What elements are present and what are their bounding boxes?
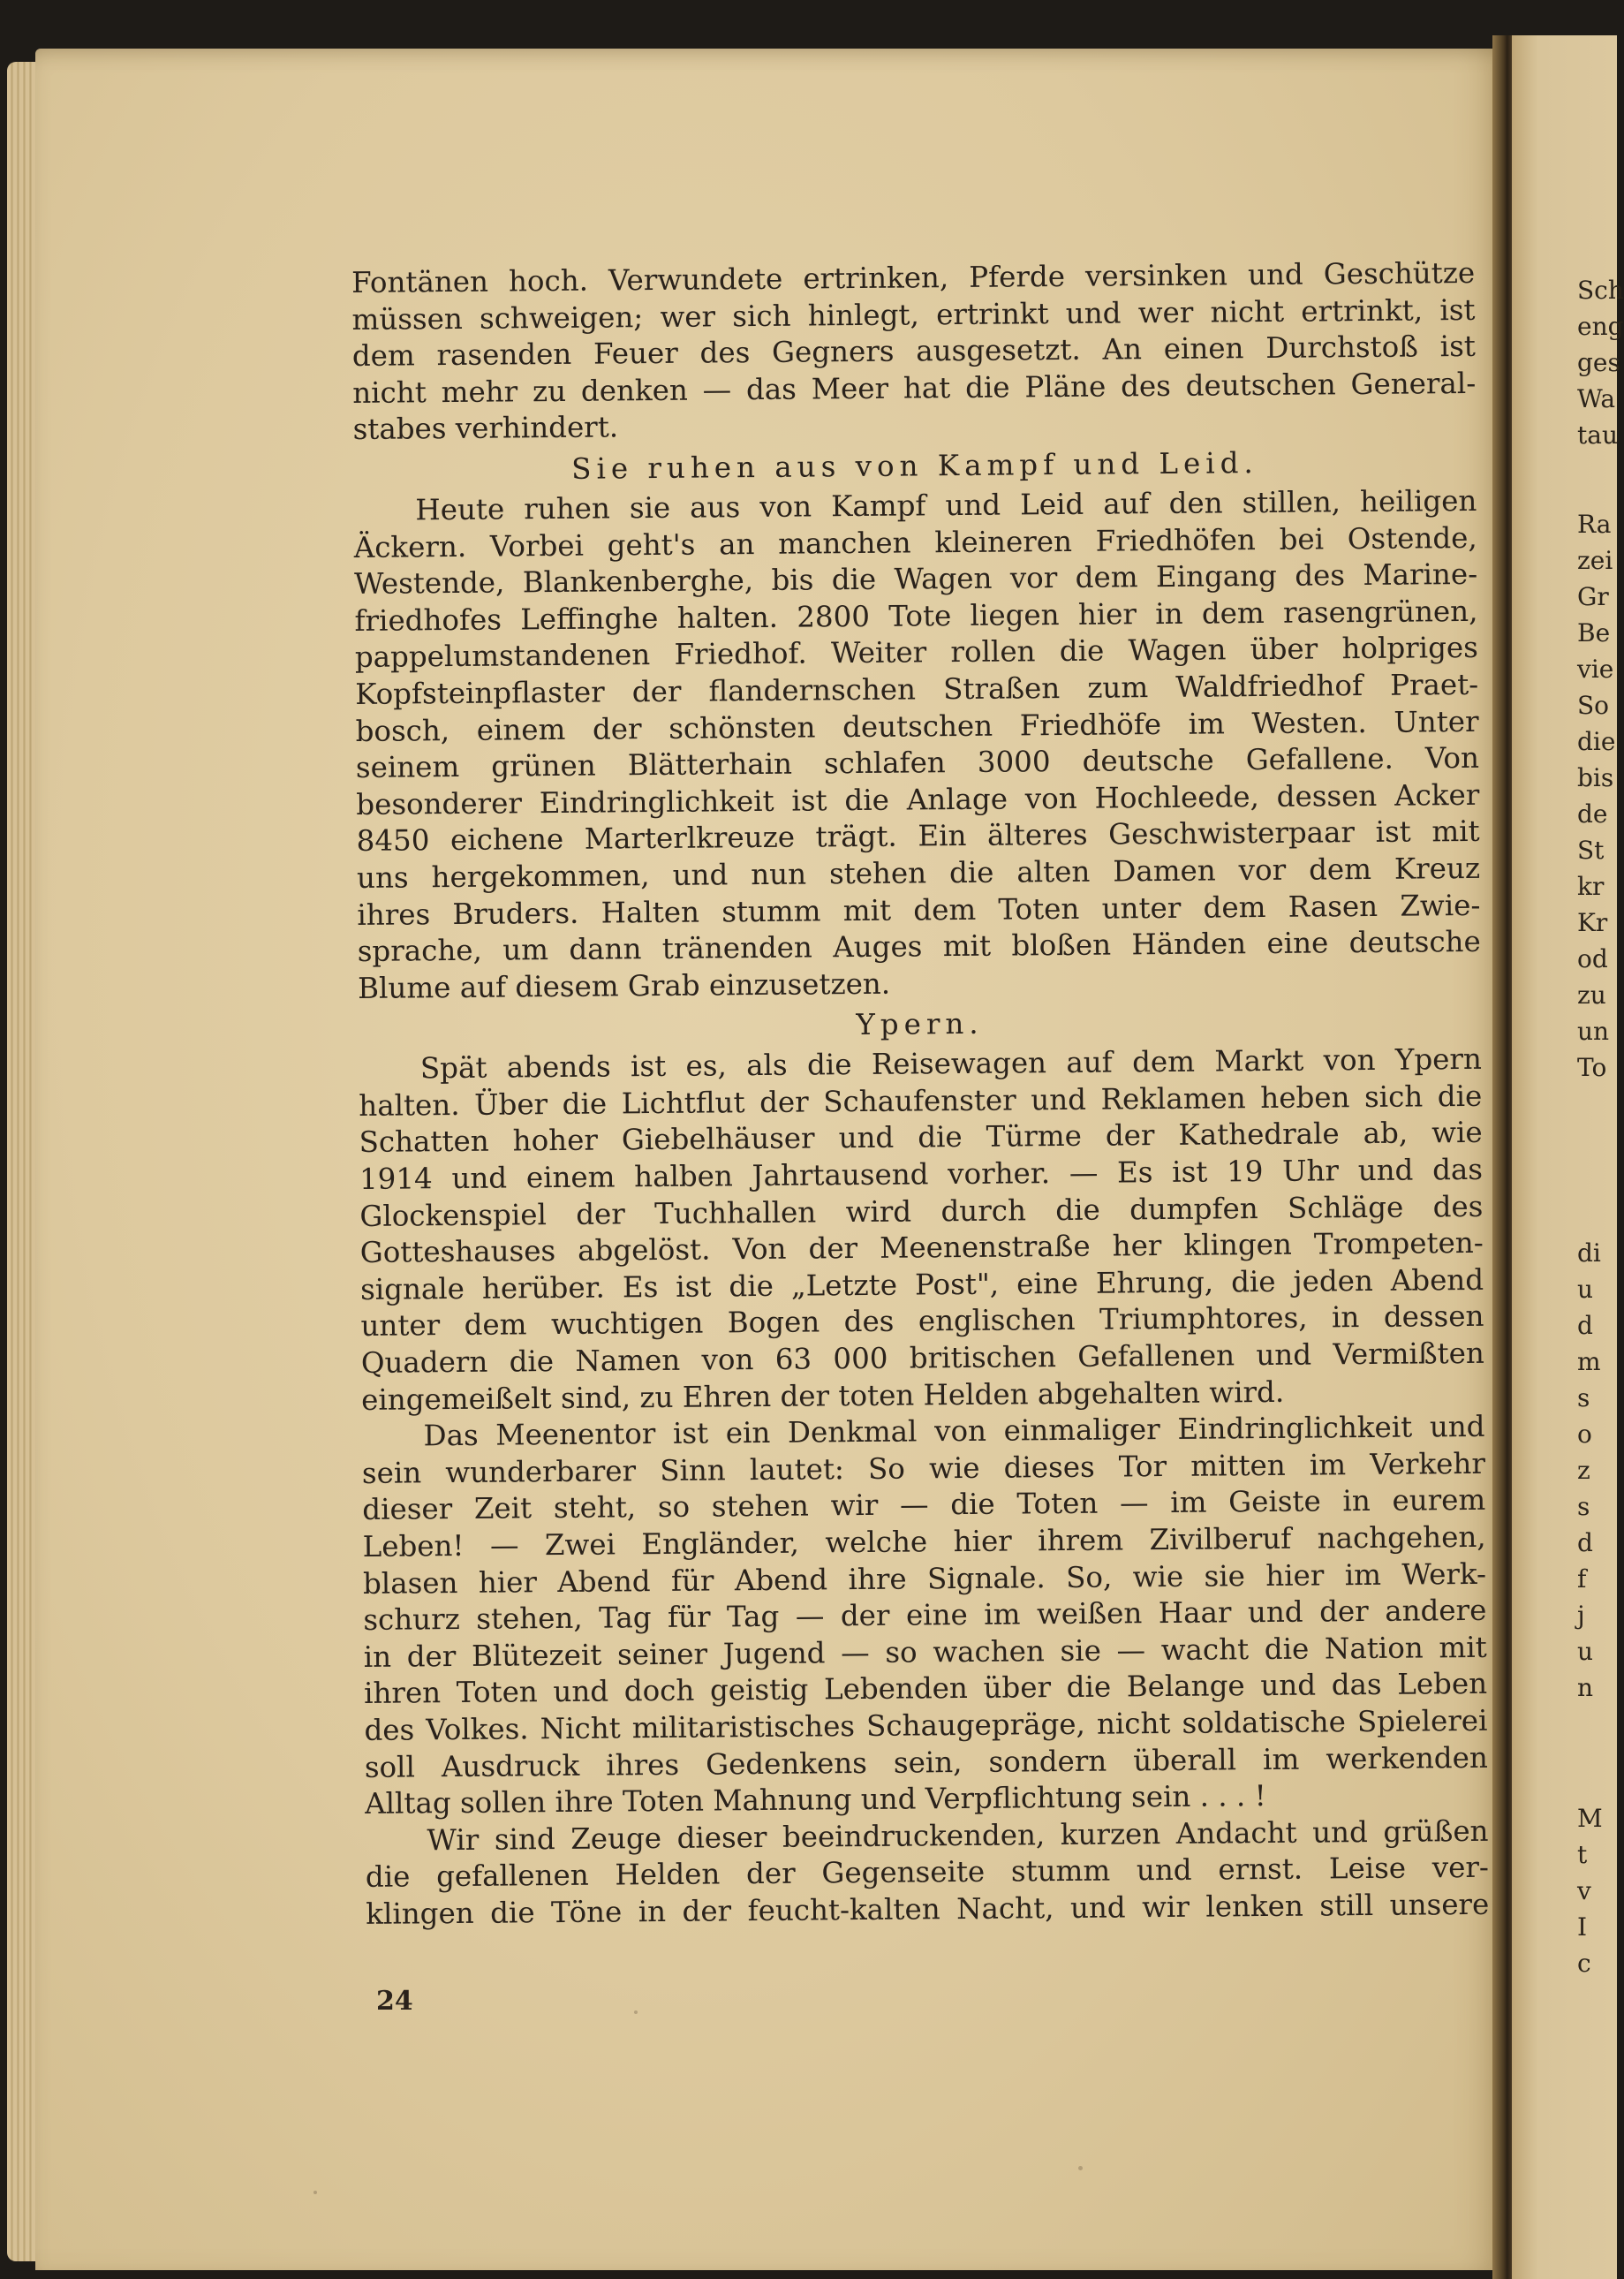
facing-fragment: d [1577, 1528, 1593, 1557]
facing-fragment: eng [1577, 312, 1624, 341]
facing-fragment: St [1577, 836, 1605, 865]
facing-fragment: Kr [1577, 908, 1608, 937]
text-line: Gotteshauses abgelöst. Von der Meenenstraße her klingen Trompeten- [359, 1226, 1484, 1270]
text-line: ihren Toten und doch geistig Lebenden über die Belange und das Leben [363, 1667, 1488, 1711]
facing-fragment: d [1577, 1311, 1593, 1340]
facing-fragment: z [1577, 1456, 1590, 1485]
facing-fragment: n [1577, 1673, 1594, 1702]
text-line: Blume auf diesem Grab einzusetzen. [357, 966, 891, 1005]
text-line: uns hergekommen, und nun stehen die alten Damen vor dem Kreuz [356, 851, 1481, 895]
text-line: ihres Bruders. Halten stumm mit dem Toten unter dem Rasen Zwie- [357, 888, 1481, 932]
facing-fragment: Sch [1577, 276, 1624, 305]
paper-speck [313, 2191, 317, 2194]
text-line: blasen hier Abend für Abend ihre Signale. So, wie sie hier im Werk- [362, 1556, 1487, 1601]
text-line: Glockenspiel der Tuchhallen wird durch die dumpfen Schläge des [359, 1189, 1484, 1233]
text-line: friedhofes Leffinghe halten. 2800 Tote liegen hier in dem rasengrünen, [354, 594, 1478, 638]
text-line: pappelumstandenen Friedhof. Weiter rollen die Wagen über holpriges [354, 631, 1478, 675]
text-line: schurz stehen, Tag für Tag — der eine im weißen Haar und der andere [363, 1594, 1487, 1638]
facing-fragment: Ra [1577, 510, 1612, 539]
text-line: Kopfsteinpflaster der flandernschen Straßen zum Waldfriedhof Praet- [355, 667, 1479, 711]
facing-fragment: t [1577, 1840, 1588, 1869]
text-line: besonderer Eindringlichkeit ist die Anlage von Hochleede, dessen Acker [356, 777, 1480, 822]
facing-fragment: j [1577, 1601, 1585, 1630]
section-heading: Sie ruhen aus von Kampf und Leid. [571, 446, 1258, 486]
facing-fragment: M [1577, 1804, 1603, 1833]
facing-fragment: v [1577, 1876, 1591, 1905]
facing-fragment: zu [1577, 980, 1606, 1010]
facing-fragment: die [1577, 727, 1616, 756]
facing-fragment: s [1577, 1492, 1590, 1521]
text-line: soll Ausdruck ihres Gedenkens sein, sondern überall im werkenden [364, 1740, 1488, 1784]
facing-fragment: I [1577, 1912, 1588, 1942]
text-line: Leben! — Zwei Engländer, welche hier ihrem Zivilberuf nachgehen, [362, 1519, 1486, 1564]
facing-fragment: u [1577, 1637, 1594, 1666]
text-line: in der Blütezeit seiner Jugend — so wachen sie — wacht die Nation mit [363, 1630, 1487, 1674]
facing-fragment: f [1577, 1564, 1587, 1594]
section-heading: Ypern. [856, 1007, 984, 1042]
text-line: Alltag sollen ihre Toten Mahnung und Verpflichtung sein . . . ! [365, 1779, 1266, 1821]
facing-fragment: Be [1577, 618, 1611, 647]
facing-fragment: So [1577, 691, 1610, 720]
facing-fragment: m [1577, 1347, 1601, 1376]
text-line: Spät abends ist es, als die Reisewagen auf dem Markt von Ypern [419, 1042, 1483, 1086]
text-line: sprache, um dann tränenden Auges mit bloßen Händen eine deutsche [357, 924, 1481, 969]
text-line: dieser Zeit steht, so stehen wir — die Toten — im Geiste in eurem [362, 1483, 1486, 1527]
text-line: Äckern. Vorbei geht's an manchen kleineren Friedhöfen bei Ostende, [353, 520, 1477, 564]
text-line: sein wunderbarer Sinn lautet: So wie dieses Tor mitten im Verkehr [361, 1446, 1486, 1490]
text-line: signale herüber. Es ist die „Letzte Post", eine Ehrung, die jeden Abend [359, 1262, 1484, 1306]
facing-fragment: Gr [1577, 582, 1609, 611]
facing-fragment: u [1577, 1275, 1594, 1304]
text-line: seinem grünen Blätterhain schlafen 3000 deutsche Gefallene. Von [355, 741, 1480, 785]
text-line: Wir sind Zeuge dieser beeindruckenden, kurzen Andacht und grüßen [427, 1813, 1489, 1858]
text-line: dem rasenden Feuer des Gegners ausgesetzt. An einen Durchstoß ist [351, 329, 1477, 374]
text-line: unter dem wuchtigen Bogen des englischen Triumphtores, in dessen [360, 1299, 1484, 1344]
page-number: 24 [376, 1986, 413, 2017]
facing-fragment: bis [1577, 763, 1614, 792]
facing-fragment: vie [1577, 655, 1614, 684]
facing-fragment: kr [1577, 872, 1605, 901]
facing-fragment: de [1577, 799, 1608, 829]
text-line: Schatten hoher Giebelhäuser und die Türme der Kathedrale ab, wie [359, 1116, 1483, 1160]
facing-fragment: un [1577, 1017, 1610, 1046]
text-line: Westende, Blankenberghe, bis die Wagen vor dem Eingang des Marine- [353, 557, 1478, 602]
text-line: eingemeißelt sind, zu Ehren der toten Helden abgehalten wird. [361, 1374, 1285, 1417]
facing-fragment: tau [1577, 420, 1618, 450]
text-line: halten. Über die Lichtflut der Schaufenster und Reklamen heben sich die [359, 1079, 1483, 1123]
facing-fragment: di [1577, 1238, 1601, 1268]
text-line: nicht mehr zu denken — das Meer hat die Pläne des deutschen General- [352, 366, 1477, 410]
text-line: müssen schweigen; wer sich hinlegt, ertrinkt und wer nicht ertrinkt, ist [351, 292, 1476, 337]
facing-fragment: c [1577, 1949, 1591, 1978]
facing-fragment: To [1577, 1053, 1607, 1082]
text-line: Das Meenentor ist ein Denkmal von einmaliger Eindringlichkeit und [423, 1410, 1485, 1453]
facing-fragment: o [1577, 1420, 1592, 1449]
text-line: klingen die Töne in der feucht-kalten Nacht, und wir lenken still unsere [366, 1887, 1490, 1931]
facing-fragment: zei [1577, 546, 1613, 575]
text-line: Fontänen hoch. Verwundete ertrinken, Pferde versinken und Geschütze [351, 255, 1476, 299]
paper-speck [634, 2010, 638, 2014]
paper-speck [1078, 2166, 1083, 2170]
text-line: Heute ruhen sie aus von Kampf und Leid auf den stillen, heiligen [415, 483, 1477, 527]
text-line: stabes verhindert. [352, 410, 619, 447]
text-line: 8450 eichene Marterlkreuze trägt. Ein älteres Geschwisterpaar ist mit [356, 814, 1480, 859]
text-line: die gefallenen Helden der Gegenseite stumm und ernst. Leise ver- [365, 1851, 1490, 1895]
facing-fragment: Wa [1577, 384, 1616, 413]
facing-fragment: ges [1577, 348, 1620, 377]
text-line: des Volkes. Nicht militaristisches Schaugepräge, nicht soldatische Spielerei [364, 1703, 1488, 1747]
text-line: bosch, einem der schönsten deutschen Friedhöfe im Westen. Unter [355, 704, 1479, 748]
facing-page-text [1570, 0, 1623, 2279]
facing-fragment: od [1577, 944, 1608, 973]
page-text [351, 255, 1489, 1934]
facing-fragment: s [1577, 1383, 1590, 1412]
text-line: Quadern die Namen von 63 000 britischen Gefallenen und Vermißten [360, 1336, 1484, 1380]
text-line: 1914 und einem halben Jahrtausend vorher. — Es ist 19 Uhr und das [359, 1152, 1484, 1197]
